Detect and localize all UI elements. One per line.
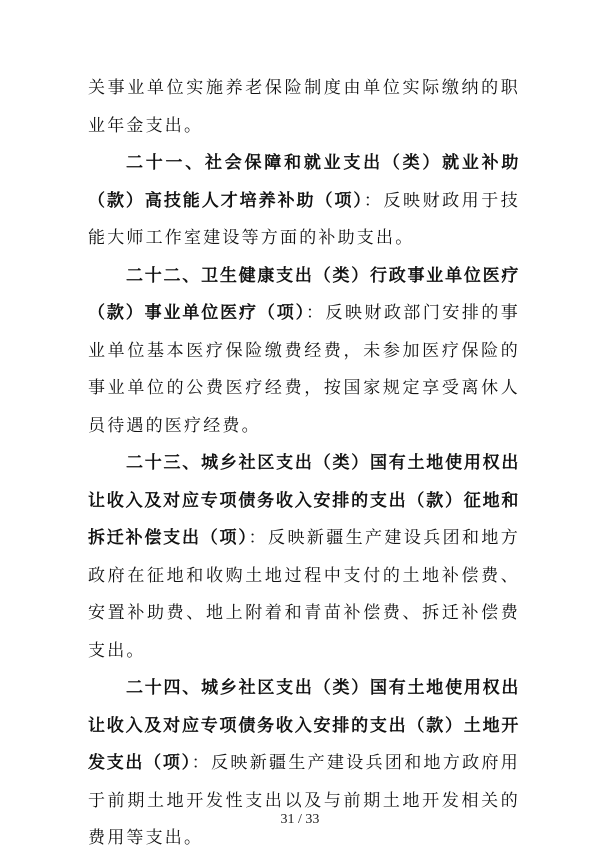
paragraph-heading: 二十四、城乡社区支出（类）国有土地使用权出让收入及对应专项债务收入安排的支出（款）土地开发支出（项） bbox=[88, 678, 520, 773]
paragraph-text: 关事业单位实施养老保险制度由单位实际缴纳的职业年金支出。 bbox=[88, 78, 520, 136]
paragraph-item-22 bbox=[88, 258, 520, 446]
paragraph-heading: 二十一、社会保障和就业支出（类）就业补助（款）高技能人才培养补助（项） bbox=[88, 153, 520, 211]
paragraph-heading: 二十二、卫生健康支出（类）行政事业单位医疗（款）事业单位医疗（项） bbox=[88, 265, 520, 323]
paragraph-item-23 bbox=[88, 445, 520, 670]
paragraph-text: ：反映财政部门安排的事业单位基本医疗保险缴费经费，未参加医疗保险的事业单位的公费医疗经费，按国家规定享受离休人员待遇的医疗经费。 bbox=[88, 303, 521, 436]
paragraph-text: ：反映财政用于技能大师工作室建设等方面的补助支出。 bbox=[88, 190, 521, 248]
paragraph-item-24 bbox=[88, 670, 520, 858]
paragraph-text: ：反映新疆生产建设兵团和地方政府用于前期土地开发性支出以及与前期土地开发相关的费用等支出。 bbox=[88, 753, 520, 848]
document-body bbox=[88, 70, 520, 858]
paragraph-continuation bbox=[88, 70, 520, 145]
paragraph-heading: 二十三、城乡社区支出（类）国有土地使用权出让收入及对应专项债务收入安排的支出（款）征地和拆迁补偿支出（项） bbox=[88, 453, 520, 548]
paragraph-item-21 bbox=[88, 145, 520, 258]
paragraph-text: ：反映新疆生产建设兵团和地方政府在征地和收购土地过程中支付的土地补偿费、安置补助费、地上附着和青苗补偿费、拆迁补偿费支出。 bbox=[88, 528, 520, 661]
page-number: 31 / 33 bbox=[280, 812, 320, 827]
